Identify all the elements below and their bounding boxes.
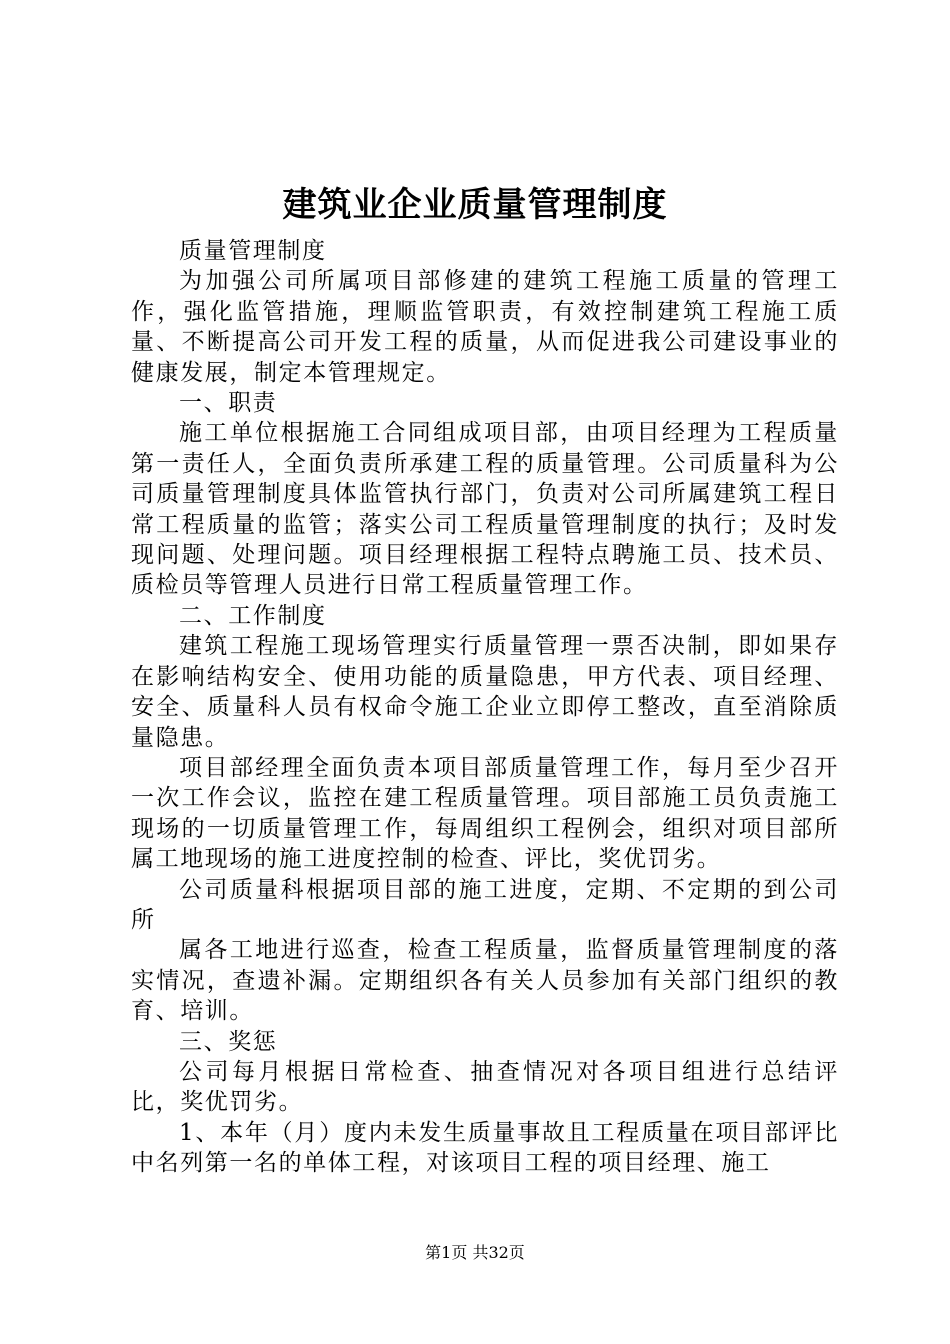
paragraph-section-label: 质量管理制度 (179, 238, 327, 264)
paragraph-responsibilities: 施工单位根据施工合同组成项目部，由项目经理为工程质量第一责任人，全面负责所承建工程的质量管理。公司质量科为公司质量管理制度具体监管执行部门，负责对公司所属建筑工程日常工程质量的监管；落实公司工程质量管理制度的执行；及时发现问题、处理问题。项目经理根据工程特点聘施工员、技术员、质检员等管理人员进行日常工程质量管理工作。 (131, 420, 839, 599)
paragraph-veto-system: 建筑工程施工现场管理实行质量管理一票否决制，即如果存在影响结构安全、使用功能的质量隐患，甲方代表、项目经理、安全、质量科人员有权命令施工企业立即停工整改，直至消除质量隐患。 (131, 633, 839, 751)
paragraph-quality-dept: 公司质量科根据项目部的施工进度，定期、不定期的到公司所 (131, 876, 839, 933)
paragraph-inspection: 属各工地进行巡查，检查工程质量，监督质量管理制度的落实情况，查遗补漏。定期组织各有关人员参加有关部门组织的教育、培训。 (131, 937, 839, 1025)
page-footer: 第1页 共32页 (425, 1243, 525, 1262)
heading-work-system: 二、工作制度 (179, 602, 327, 629)
heading-rewards-penalties: 三、奖惩 (179, 1028, 278, 1055)
paragraph-project-manager: 项目部经理全面负责本项目部质量管理工作，每月至少召开一次工作会议，监控在建工程质量管理。项目部施工员负责施工现场的一切质量管理工作，每周组织工程例会，组织对项目部所属工地现场的施工进度控制的检查、评比，奖优罚劣。 (131, 754, 839, 873)
paragraph-monthly-review: 公司每月根据日常检查、抽查情况对各项目组进行总结评比，奖优罚劣。 (131, 1058, 839, 1116)
document-body (131, 236, 839, 1179)
paragraph-intro: 为加强公司所属项目部修建的建筑工程施工质量的管理工作，强化监管措施，理顺监管职责，有效控制建筑工程施工质量、不断提高公司开发工程的质量，从而促进我公司建设事业的健康发展，制定本管理规定。 (131, 268, 839, 386)
document-title: 建筑业企业质量管理制度 (282, 185, 668, 225)
paragraph-item-1: 1、本年（月）度内未发生质量事故且工程质量在项目部评比中名列第一名的单体工程，对该项目工程的项目经理、施工 (131, 1119, 839, 1177)
heading-responsibilities: 一、职责 (179, 390, 278, 417)
